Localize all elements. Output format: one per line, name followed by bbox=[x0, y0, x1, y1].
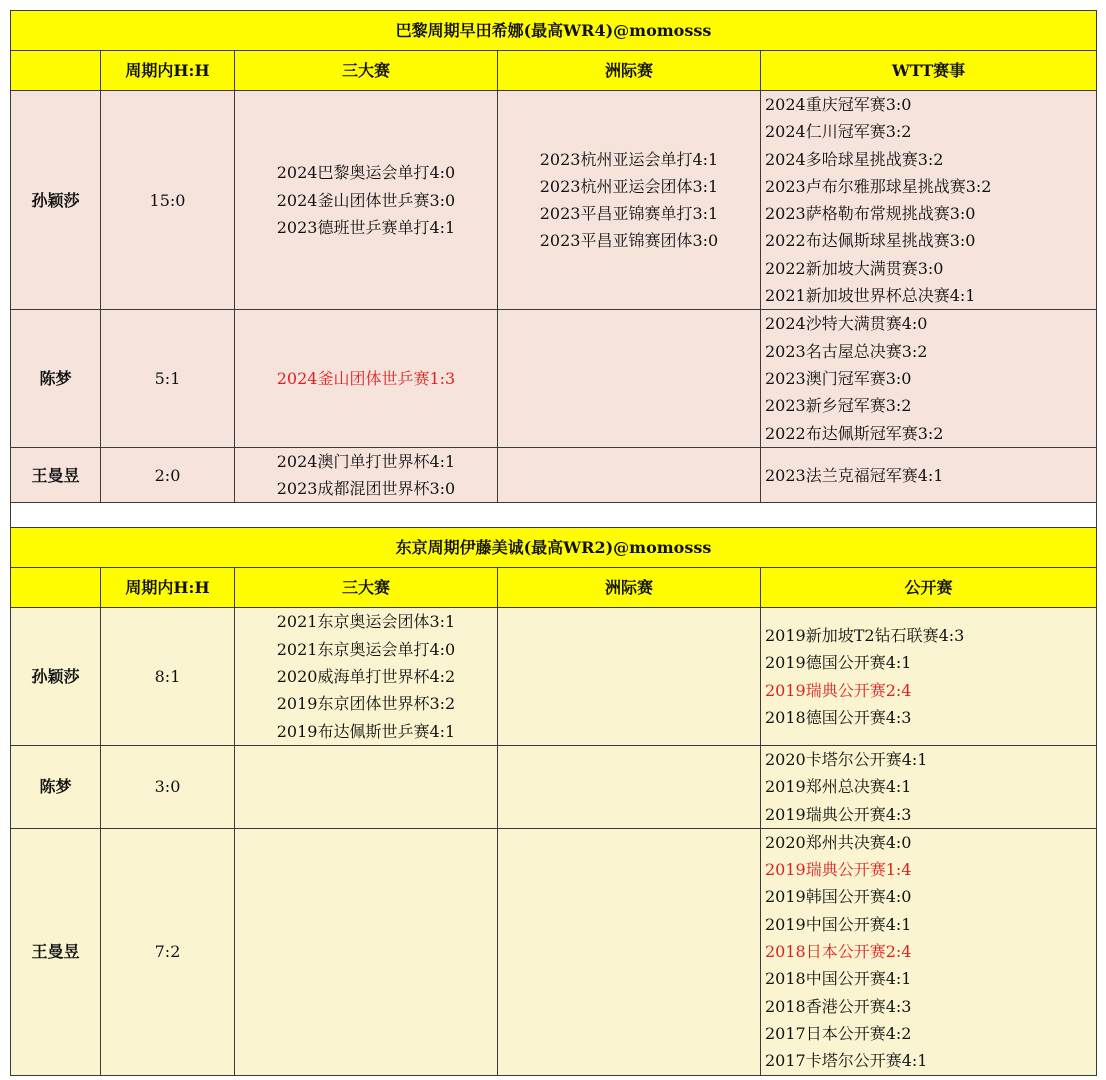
result-item: 2019布达佩斯世乒赛4:1 bbox=[276, 721, 456, 741]
result-item: 2023杭州亚运会单打4:1 bbox=[539, 149, 719, 169]
major-results bbox=[235, 310, 498, 447]
hh-record: 2:0 bbox=[101, 447, 235, 503]
result-item: 2019韩国公开赛4:0 bbox=[765, 887, 912, 907]
result-item: 2018德国公开赛4:3 bbox=[765, 707, 912, 727]
loss-result-item: 2019瑞典公开赛2:4 bbox=[765, 680, 912, 700]
result-item: 2017日本公开赛4:2 bbox=[765, 1023, 912, 1043]
continental-results bbox=[498, 828, 761, 1075]
event-results bbox=[761, 608, 1097, 745]
hh-record: 15:0 bbox=[101, 91, 235, 310]
result-item: 2018中国公开赛4:1 bbox=[765, 969, 912, 989]
result-item: 2023平昌亚锦赛团体3:0 bbox=[539, 231, 719, 251]
result-item: 2019东京团体世界杯3:2 bbox=[276, 694, 456, 714]
result-item: 2023澳门冠军赛3:0 bbox=[765, 368, 912, 388]
result-item: 2023名古屋总决赛3:2 bbox=[765, 341, 928, 361]
comparison-sheet bbox=[10, 10, 1096, 1076]
result-item: 2022布达佩斯冠军赛3:2 bbox=[765, 423, 944, 443]
result-item: 2017卡塔尔公开赛4:1 bbox=[765, 1051, 928, 1071]
result-item: 2023成都混团世界杯3:0 bbox=[276, 479, 456, 499]
result-item: 2024多哈球星挑战赛3:2 bbox=[765, 149, 944, 169]
result-item: 2024重庆冠军赛3:0 bbox=[765, 95, 912, 114]
header-blank bbox=[11, 568, 101, 608]
result-item: 2020卡塔尔公开赛4:1 bbox=[765, 749, 928, 769]
major-results bbox=[235, 91, 498, 310]
head-to-head-table bbox=[10, 10, 1097, 1076]
event-results bbox=[761, 447, 1097, 503]
result-item: 2019瑞典公开赛4:3 bbox=[765, 804, 912, 824]
event-results bbox=[761, 745, 1097, 828]
loss-result-item: 2018日本公开赛2:4 bbox=[765, 942, 912, 962]
continental-results bbox=[498, 447, 761, 503]
hh-record: 5:1 bbox=[101, 310, 235, 447]
result-item: 2019中国公开赛4:1 bbox=[765, 914, 912, 934]
continental-results bbox=[498, 310, 761, 447]
result-item: 2024仁川冠军赛3:2 bbox=[765, 122, 912, 142]
result-item: 2021东京奥运会单打4:0 bbox=[276, 639, 456, 659]
player-name: 陈梦 bbox=[11, 310, 101, 447]
result-item: 2022布达佩斯球星挑战赛3:0 bbox=[765, 231, 976, 251]
continental-results bbox=[498, 745, 761, 828]
hh-record: 7:2 bbox=[101, 828, 235, 1075]
event-results bbox=[761, 310, 1097, 447]
table-spacer bbox=[11, 503, 1097, 528]
continental-results bbox=[498, 91, 761, 310]
result-item: 2019德国公开赛4:1 bbox=[765, 653, 912, 673]
header-wtt-events: WTT赛事 bbox=[761, 51, 1097, 91]
hh-record: 8:1 bbox=[101, 608, 235, 745]
event-results bbox=[761, 91, 1097, 310]
result-item: 2022新加坡大满贯赛3:0 bbox=[765, 258, 944, 278]
header-major: 三大赛 bbox=[235, 568, 498, 608]
header-hh: 周期内H:H bbox=[101, 51, 235, 91]
major-results bbox=[235, 608, 498, 745]
header-major: 三大赛 bbox=[235, 51, 498, 91]
result-item: 2023杭州亚运会团体3:1 bbox=[539, 176, 719, 196]
player-name: 王曼昱 bbox=[11, 447, 101, 503]
loss-result-item: 2019瑞典公开赛1:4 bbox=[765, 860, 912, 880]
hh-record: 3:0 bbox=[101, 745, 235, 828]
continental-results bbox=[498, 608, 761, 745]
header-continental: 洲际赛 bbox=[498, 51, 761, 91]
major-results bbox=[235, 745, 498, 828]
result-item: 2023法兰克福冠军赛4:1 bbox=[765, 465, 944, 485]
result-item: 2023平昌亚锦赛单打3:1 bbox=[539, 204, 719, 224]
major-results bbox=[235, 447, 498, 503]
result-item: 2020威海单打世界杯4:2 bbox=[276, 667, 456, 687]
result-item: 2024沙特大满贯赛4:0 bbox=[765, 314, 928, 334]
event-results bbox=[761, 828, 1097, 1075]
tokyo-cycle-title: 东京周期伊藤美诚(最高WR2)@momosss bbox=[11, 528, 1097, 568]
header-hh: 周期内H:H bbox=[101, 568, 235, 608]
result-item: 2023德班世乒赛单打4:1 bbox=[276, 217, 456, 237]
paris-cycle-title: 巴黎周期早田希娜(最高WR4)@momosss bbox=[11, 11, 1097, 51]
header-open-events: 公开赛 bbox=[761, 568, 1097, 608]
result-item: 2024澳门单打世界杯4:1 bbox=[276, 451, 456, 471]
result-item: 2023新乡冠军赛3:2 bbox=[765, 396, 912, 416]
header-continental: 洲际赛 bbox=[498, 568, 761, 608]
result-item: 2023卢布尔雅那球星挑战赛3:2 bbox=[765, 176, 992, 196]
loss-result-item: 2024釜山团体世乒赛1:3 bbox=[276, 368, 456, 388]
result-item: 2018香港公开赛4:3 bbox=[765, 996, 912, 1016]
result-item: 2023萨格勒布常规挑战赛3:0 bbox=[765, 204, 976, 224]
result-item: 2021东京奥运会团体3:1 bbox=[276, 612, 456, 632]
major-results bbox=[235, 828, 498, 1075]
result-item: 2020郑州共决赛4:0 bbox=[765, 832, 912, 852]
player-name: 孙颖莎 bbox=[11, 608, 101, 745]
result-item: 2024釜山团体世乒赛3:0 bbox=[276, 190, 456, 210]
result-item: 2019新加坡T2钻石联赛4:3 bbox=[765, 626, 965, 646]
player-name: 王曼昱 bbox=[11, 828, 101, 1075]
result-item: 2024巴黎奥运会单打4:0 bbox=[276, 163, 456, 183]
player-name: 陈梦 bbox=[11, 745, 101, 828]
player-name: 孙颖莎 bbox=[11, 91, 101, 310]
header-blank bbox=[11, 51, 101, 91]
result-item: 2021新加坡世界杯总决赛4:1 bbox=[765, 286, 976, 306]
result-item: 2019郑州总决赛4:1 bbox=[765, 777, 912, 797]
